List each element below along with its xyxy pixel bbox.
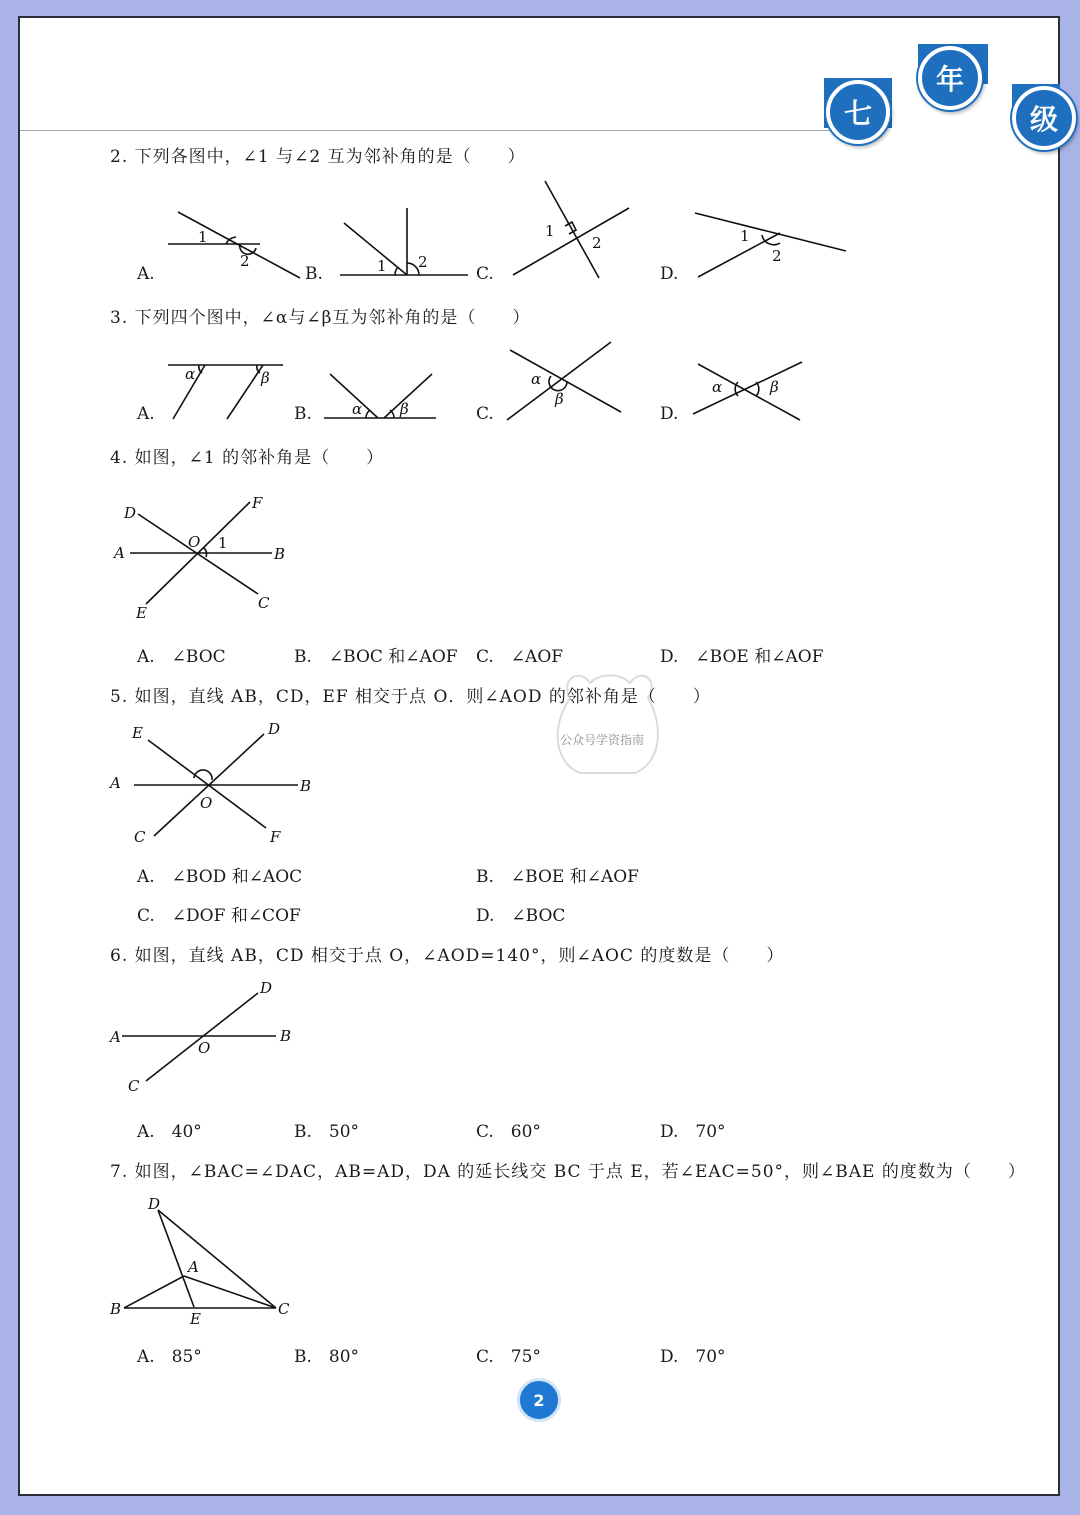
question-number: 7. xyxy=(110,1162,129,1182)
angle-label: α xyxy=(531,370,542,388)
q3-figure-b xyxy=(322,370,442,425)
option-7-b: B. 80° xyxy=(294,1347,360,1367)
q4-figure xyxy=(110,490,300,625)
option-5-b: B. ∠BOE 和∠AOF xyxy=(476,867,639,887)
grade-badge-ji: 级 xyxy=(1012,86,1076,150)
point-label: B xyxy=(274,545,286,563)
question-text: 如图，直线 AB，CD，EF 相交于点 O．则∠AOD 的邻补角是（ ） xyxy=(134,687,711,707)
option-label: B. xyxy=(294,404,312,424)
question-text: 下列四个图中，∠α与∠β互为邻补角的是（ ） xyxy=(134,308,531,328)
angle-label: 1 xyxy=(218,534,228,552)
question-number: 6. xyxy=(110,946,129,966)
q3-figure-a xyxy=(165,355,290,425)
point-label: C xyxy=(278,1300,290,1318)
point-label: B xyxy=(110,1300,122,1318)
option-label: C. xyxy=(476,264,494,284)
angle-label: 1 xyxy=(545,222,555,240)
point-label: E xyxy=(132,724,143,742)
question-4-stem xyxy=(110,443,384,468)
angle-label: β xyxy=(400,400,409,418)
angle-label: 2 xyxy=(240,252,250,270)
option-7-d: D. 70° xyxy=(660,1347,726,1367)
option-5-d: D. ∠BOC xyxy=(476,906,566,926)
q5-figure xyxy=(108,718,318,853)
point-label: D xyxy=(260,979,273,997)
point-label: D xyxy=(124,504,137,522)
option-5-a: A. ∠BOD 和∠AOC xyxy=(137,867,303,887)
option-4-b: B. ∠BOC 和∠AOF xyxy=(294,647,458,667)
q2-figure-a xyxy=(160,200,310,285)
question-text: 如图，∠1 的邻补角是（ ） xyxy=(134,448,385,468)
question-number: 5. xyxy=(110,687,129,707)
angle-label: α xyxy=(185,365,196,383)
option-5-c: C. ∠DOF 和∠COF xyxy=(137,906,301,926)
angle-label: α xyxy=(712,378,723,396)
point-label: D xyxy=(148,1195,161,1213)
point-label: C xyxy=(128,1077,140,1095)
question-number: 3. xyxy=(110,308,129,328)
angle-label: β xyxy=(261,369,270,387)
angle-label: 2 xyxy=(418,253,428,271)
page-number: 2 xyxy=(517,1378,561,1422)
question-7-stem xyxy=(110,1157,1026,1182)
question-6-stem xyxy=(110,941,784,966)
point-label: E xyxy=(136,604,147,622)
point-label: D xyxy=(268,720,281,738)
header-rule xyxy=(20,130,840,131)
option-6-b: B. 50° xyxy=(294,1122,360,1142)
angle-label: β xyxy=(770,378,779,396)
q2-figure-b xyxy=(335,205,475,285)
point-label: A xyxy=(110,1028,121,1046)
angle-label: 1 xyxy=(740,227,750,245)
point-label: F xyxy=(270,828,281,846)
angle-label: α xyxy=(352,400,363,418)
point-label: A xyxy=(114,544,125,562)
angle-label: 2 xyxy=(772,247,782,265)
option-6-a: A. 40° xyxy=(137,1122,202,1142)
question-3-stem xyxy=(110,303,530,328)
question-5-stem xyxy=(110,682,711,707)
angle-label: 1 xyxy=(198,228,208,246)
question-number: 4. xyxy=(110,448,129,468)
grade-badge-nian: 年 xyxy=(918,46,982,110)
q3-figure-d xyxy=(690,358,810,423)
q6-figure xyxy=(108,975,308,1100)
grade-badge-qi: 七 xyxy=(826,80,890,144)
option-label: D. xyxy=(660,264,679,284)
question-text: 如图，直线 AB，CD 相交于点 O，∠AOD=140°，则∠AOC 的度数是（ ） xyxy=(134,946,785,966)
question-text: 下列各图中，∠1 与∠2 互为邻补角的是（ ） xyxy=(134,147,526,167)
question-text: 如图，∠BAC=∠DAC，AB=AD，DA 的延长线交 BC 于点 E，若∠EAC=50°，则∠BAE 的度数为（ ） xyxy=(134,1162,1026,1182)
option-7-a: A. 85° xyxy=(137,1347,202,1367)
option-4-a: A. ∠BOC xyxy=(137,647,226,667)
point-label: O xyxy=(200,794,213,812)
option-7-c: C. 75° xyxy=(476,1347,541,1367)
angle-label: 2 xyxy=(592,234,602,252)
option-label: A. xyxy=(137,404,155,424)
point-label: B xyxy=(300,777,312,795)
option-label: C. xyxy=(476,404,494,424)
point-label: A xyxy=(188,1258,199,1276)
question-number: 2. xyxy=(110,147,129,167)
q3-figure-c xyxy=(505,340,625,425)
option-label: D. xyxy=(660,404,679,424)
option-6-d: D. 70° xyxy=(660,1122,726,1142)
question-2-stem xyxy=(110,142,526,167)
point-label: C xyxy=(134,828,146,846)
option-label: A. xyxy=(137,264,155,284)
q2-figure-c xyxy=(505,178,635,283)
q7-figure xyxy=(108,1192,298,1332)
option-4-d: D. ∠BOE 和∠AOF xyxy=(660,647,824,667)
angle-label: β xyxy=(555,390,564,408)
option-4-c: C. ∠AOF xyxy=(476,647,564,667)
point-label: A xyxy=(110,774,121,792)
option-label: B. xyxy=(305,264,323,284)
watermark-text: 公众号学资指南 xyxy=(560,733,645,747)
angle-label: 1 xyxy=(377,257,387,275)
point-label: E xyxy=(190,1310,201,1328)
option-6-c: C. 60° xyxy=(476,1122,541,1142)
point-label: B xyxy=(280,1027,292,1045)
point-label: O xyxy=(188,533,201,551)
q2-figure-d xyxy=(690,205,850,283)
point-label: C xyxy=(258,594,270,612)
point-label: O xyxy=(198,1039,211,1057)
point-label: F xyxy=(252,494,263,512)
